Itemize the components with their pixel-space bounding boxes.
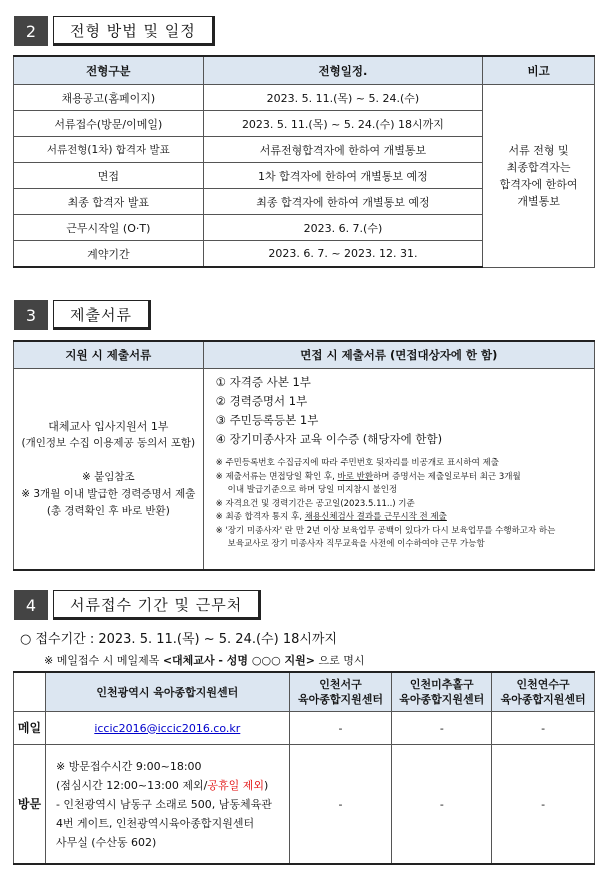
schedule-type: 면접	[14, 163, 204, 189]
mail-note-text: 으로 명시	[314, 654, 365, 667]
schedule-type: 채용공고(홈페이지)	[14, 85, 204, 111]
schedule-type: 서류접수(방문/이메일)	[14, 111, 204, 137]
mail-note-bold: <대체교사 - 성명 ○○○ 지원>	[162, 654, 315, 667]
mail-cell	[45, 712, 289, 745]
section4-title: 서류접수 기간 및 근무처	[53, 590, 261, 620]
note-line: ※ 자격요건 및 경력기간은 공고일(2023.5.11..) 기준	[215, 498, 415, 509]
schedule-remark	[483, 85, 595, 268]
documents-header-apply: 지원 시 제출서류	[14, 341, 204, 369]
visit-text: )	[263, 778, 269, 792]
header-yeonsu-l2: 육아종합지원센터	[500, 693, 586, 706]
spacer	[216, 449, 582, 457]
schedule-header-date: 전형일정.	[203, 56, 483, 85]
note-text: ※ 최종 합격자 통지 후,	[215, 512, 305, 522]
note-underlined: 채용신체검사 결과를 근무시작 전 제출	[304, 512, 447, 522]
apply-doc-line: ※ 붙임참조	[81, 471, 135, 483]
workplace-header-row	[14, 672, 595, 712]
note-text: ※ 제출서류는 면접당일 확인 후,	[215, 471, 338, 482]
note-line	[216, 471, 582, 485]
header-incheon-center: 인천광역시 육아종합지원센터	[45, 672, 289, 712]
remark-line: 합격자에 한하여	[499, 177, 578, 191]
apply-doc-line: ※ 3개월 이내 발급한 경력증명서 제출	[21, 488, 196, 500]
section4-header	[14, 590, 261, 620]
visit-line: 사무실 (수산동 602)	[55, 835, 157, 849]
apply-documents-cell	[14, 369, 204, 571]
schedule-header-row	[14, 56, 595, 85]
note-line: ※ 주민등록번호 수집금지에 따라 주민번호 뒷자리를 비공개로 표시하여 제출	[215, 458, 499, 468]
schedule-type: 근무시작일 (O·T)	[14, 215, 204, 241]
dash-cell: -	[289, 745, 392, 865]
note-line: ※ '장기 미종사자' 란 만 2년 이상 보육업무 공백이 있다가 다시 보육업무를 수행하고자 하는	[215, 525, 556, 536]
application-period: ○ 접수기간 : 2023. 5. 11.(목) ~ 5. 24.(수) 18시까지	[20, 632, 338, 647]
visit-label: 방문	[14, 745, 46, 865]
schedule-date: 서류전형합격자에 한하여 개별통보	[203, 137, 483, 163]
schedule-header-remark: 비고	[483, 56, 595, 85]
interview-doc-item: ① 자격증 사본 1부	[215, 375, 311, 389]
mail-subject-note	[44, 652, 364, 668]
apply-doc-line: (총 경력확인 후 바로 반환)	[46, 505, 170, 517]
documents-header-interview: 면접 시 제출서류 (면접대상자에 한 함)	[203, 341, 594, 369]
remark-line: 서류 전형 및	[508, 143, 569, 157]
section3-header	[14, 300, 151, 330]
dash-cell: -	[492, 712, 595, 745]
header-michuhol-center	[392, 672, 492, 712]
schedule-date: 2023. 5. 11.(목) ~ 5. 24.(수) 18시까지	[203, 111, 483, 137]
header-seogu-l1: 인천서구	[319, 678, 362, 691]
section2-header	[14, 16, 215, 46]
schedule-date: 2023. 6. 7. ~ 2023. 12. 31.	[203, 241, 483, 268]
note-line: 보육교사로 장기 미종사자 직무교육을 사전에 이수하여야 근무 가능함	[227, 539, 485, 549]
documents-table	[13, 340, 595, 571]
note-line	[216, 511, 582, 525]
header-seogu-l2: 육아종합지원센터	[298, 693, 384, 706]
corner-cell	[14, 672, 46, 712]
email-link[interactable]: iccic2016@iccic2016.co.kr	[94, 721, 241, 735]
visit-line	[56, 776, 279, 795]
section4-number: 4	[14, 590, 48, 620]
schedule-header-type: 전형구분	[14, 56, 204, 85]
section3-title: 제출서류	[53, 300, 151, 330]
dash-cell: -	[289, 712, 392, 745]
note-text: 하며 증명서는 제출일로부터 최근 3개월	[373, 471, 521, 482]
visit-info-cell	[45, 745, 289, 865]
table-row	[14, 85, 595, 111]
interview-doc-item: ② 경력증명서 1부	[215, 394, 308, 408]
dash-cell: -	[492, 745, 595, 865]
schedule-date: 2023. 6. 7.(수)	[203, 215, 483, 241]
schedule-type: 서류전형(1차) 합격자 발표	[14, 137, 204, 163]
header-michuhol-l1: 인천미추홀구	[409, 678, 474, 691]
header-michuhol-l2: 육아종합지원센터	[399, 693, 485, 706]
header-yeonsu-center	[492, 672, 595, 712]
documents-header-row	[14, 341, 595, 369]
workplace-table	[13, 671, 595, 865]
schedule-date: 최종 합격자에 한하여 개별통보 예정	[203, 189, 483, 215]
dash-cell: -	[392, 745, 492, 865]
mail-label: 메일	[14, 712, 46, 745]
visit-line: 4번 게이트, 인천광역시육아종합지원센터	[55, 816, 255, 830]
table-row	[14, 745, 595, 865]
interview-documents-cell	[203, 369, 594, 571]
holiday-exclusion: 공휴일 제외	[207, 778, 264, 792]
table-row	[14, 369, 595, 571]
remark-line: 최종합격자는	[506, 160, 571, 174]
header-seogu-center	[289, 672, 392, 712]
table-row	[14, 712, 595, 745]
section2-title: 전형 방법 및 일정	[53, 16, 215, 46]
visit-line: ※ 방문접수시간 9:00~18:00	[55, 759, 202, 773]
section2-number: 2	[14, 16, 48, 46]
schedule-date: 2023. 5. 11.(목) ~ 5. 24.(수)	[203, 85, 483, 111]
apply-doc-line: 대체교사 입사지원서 1부	[48, 420, 169, 433]
note-line: 이내 발급기준으로 하며 당일 미지참시 불인정	[227, 485, 398, 495]
remark-line: 개별통보	[517, 194, 560, 208]
apply-doc-line: (개인정보 수집 이용제공 동의서 포함)	[21, 437, 196, 449]
header-yeonsu-l1: 인천연수구	[516, 678, 570, 691]
schedule-table	[13, 55, 595, 268]
interview-doc-item: ④ 장기미종사자 교육 이수증 (해당자에 한함)	[215, 432, 443, 446]
dash-cell: -	[392, 712, 492, 745]
schedule-date: 1차 합격자에 한하여 개별통보 예정	[203, 163, 483, 189]
schedule-type: 최종 합격자 발표	[14, 189, 204, 215]
section3-number: 3	[14, 300, 48, 330]
schedule-type: 계약기간	[14, 241, 204, 268]
visit-text: (점심시간 12:00~13:00 제외/	[55, 778, 208, 792]
mail-note-text: ※ 메일접수 시 메일제목	[44, 654, 163, 667]
note-underlined: 바로 반환	[337, 471, 374, 482]
interview-doc-item: ③ 주민등록등본 1부	[215, 413, 319, 427]
spacer	[14, 452, 203, 469]
visit-line: - 인천광역시 남동구 소래로 500, 남동체육관	[55, 797, 272, 811]
